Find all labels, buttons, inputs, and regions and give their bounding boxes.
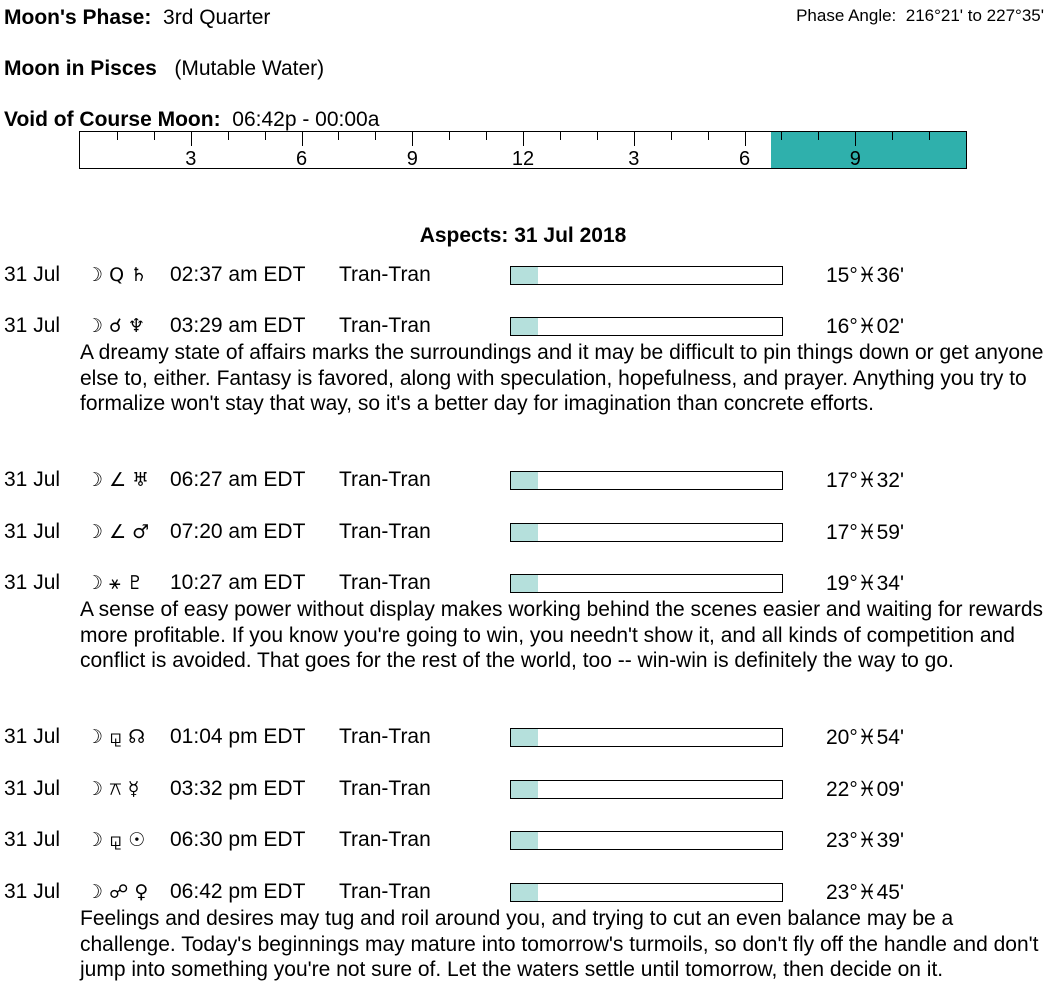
- timeline-tick: [265, 132, 266, 140]
- aspect-position: 20°♓54': [826, 726, 904, 749]
- moon-phase-label: Moon's Phase:: [4, 6, 152, 29]
- timeline-label: 12: [511, 148, 535, 170]
- phase-angle: [796, 6, 1044, 26]
- timeline-tick: [708, 132, 709, 140]
- timeline-tick: [781, 132, 782, 140]
- aspect-position: 15°♓36': [826, 264, 904, 287]
- aspect-strength-fill: [511, 318, 538, 335]
- aspect-symbols: ☽ ⚼ ☉: [86, 829, 146, 851]
- aspect-strength-fill: [511, 472, 538, 489]
- aspect-position: 16°♓02': [826, 315, 904, 338]
- aspect-row: [0, 263, 1052, 287]
- aspect-strength-fill: [511, 884, 538, 901]
- timeline-tick: [597, 132, 598, 140]
- aspect-date: 31 Jul: [4, 314, 61, 337]
- aspect-strength-bar: [510, 523, 783, 542]
- aspect-strength-fill: [511, 524, 538, 541]
- aspect-position: 19°♓34': [826, 572, 904, 595]
- aspect-position: 23°♓45': [826, 881, 904, 904]
- aspect-type: Tran-Tran: [339, 828, 431, 851]
- aspect-symbols: ☽ ⚹ ♇: [86, 572, 144, 594]
- aspect-strength-bar: [510, 883, 783, 902]
- aspect-position: 17°♓59': [826, 521, 904, 544]
- aspect-date: 31 Jul: [4, 571, 61, 594]
- timeline-tick: [154, 132, 155, 140]
- timeline-tick: [634, 132, 635, 146]
- aspect-symbols: ☽ ∠ ♂: [86, 521, 150, 543]
- aspect-symbols: ☽ ☍ ♀: [86, 881, 149, 903]
- aspect-symbols: ☽ ⚻ ☿: [86, 778, 140, 800]
- aspect-symbols: ☽ ⚼ ☊: [86, 726, 146, 748]
- aspect-row: [0, 571, 1052, 595]
- aspect-date: 31 Jul: [4, 468, 61, 491]
- aspect-time: 10:27 am EDT: [170, 571, 306, 594]
- phase-angle-value: 216°21' to 227°35': [905, 6, 1044, 25]
- void-of-course-value: 06:42p - 00:00a: [232, 108, 380, 131]
- aspect-type: Tran-Tran: [339, 571, 431, 594]
- timeline-label: 6: [295, 148, 308, 170]
- moon-sign-label: Moon in Pisces: [4, 57, 157, 80]
- aspect-time: 06:42 pm EDT: [170, 880, 306, 903]
- void-of-course-label: Void of Course Moon:: [4, 108, 221, 131]
- aspect-strength-fill: [511, 267, 538, 284]
- timeline-tick: [412, 132, 413, 146]
- moon-sign-value: (Mutable Water): [174, 57, 325, 80]
- timeline-tick: [855, 132, 856, 146]
- aspect-time: 01:04 pm EDT: [170, 725, 306, 748]
- aspect-type: Tran-Tran: [339, 468, 431, 491]
- aspect-strength-bar: [510, 574, 783, 593]
- aspect-type: Tran-Tran: [339, 880, 431, 903]
- aspect-type: Tran-Tran: [339, 263, 431, 286]
- aspect-time: 07:20 am EDT: [170, 520, 306, 543]
- timeline-tick: [671, 132, 672, 140]
- timeline-label: 9: [849, 148, 861, 170]
- aspect-description: A dreamy state of affairs marks the surroundings and it may be difficult to pin things down or get anyone else to, either. Fantasy is favored, along with speculation, hopefulness, and prayer. Anything you try to formalize won't stay that way, so it's a better day for imagination than concrete efforts.: [80, 341, 1044, 415]
- moon-sign: [4, 57, 324, 81]
- aspect-strength-fill: [511, 729, 538, 746]
- timeline-tick: [338, 132, 339, 140]
- aspect-symbols: ☽ ∠ ♅: [86, 469, 150, 491]
- aspect-time: 06:30 pm EDT: [170, 828, 306, 851]
- void-timeline: [79, 131, 967, 169]
- void-of-course: [4, 108, 379, 132]
- aspect-type: Tran-Tran: [339, 777, 431, 800]
- moon-phase-value: 3rd Quarter: [163, 6, 271, 29]
- timeline-tick: [560, 132, 561, 140]
- aspect-date: 31 Jul: [4, 828, 61, 851]
- aspect-strength-bar: [510, 471, 783, 490]
- aspect-strength-bar: [510, 780, 783, 799]
- aspect-strength-fill: [511, 575, 538, 592]
- timeline-tick: [929, 132, 930, 140]
- aspect-date: 31 Jul: [4, 725, 61, 748]
- aspect-strength-fill: [511, 781, 538, 798]
- timeline-tick: [892, 132, 893, 140]
- moon-phase: [4, 6, 270, 30]
- aspect-date: 31 Jul: [4, 777, 61, 800]
- aspect-strength-bar: [510, 728, 783, 747]
- aspect-type: Tran-Tran: [339, 725, 431, 748]
- aspect-time: 02:37 am EDT: [170, 263, 306, 286]
- timeline-tick: [523, 132, 524, 146]
- aspect-strength-bar: [510, 831, 783, 850]
- timeline-tick: [745, 132, 746, 146]
- aspect-time: 03:29 am EDT: [170, 314, 306, 337]
- aspect-description: A sense of easy power without display makes working behind the scenes easier and waiting for rewards more profitable. If you know you're going to win, you needn't show it, and all kinds of competition and conflict is avoided. That goes for the rest of the world, too -- win-win is definitely the way to go.: [80, 598, 1044, 672]
- aspect-description: Feelings and desires may tug and roil around you, and trying to cut an even balance may be a challenge. Today's beginnings may mature into tomorrow's turmoils, so don't fly off the handle and don't jump into something you're not sure of. Let the waters settle until tomorrow, then decide on it.: [80, 907, 1039, 981]
- timeline-tick: [375, 132, 376, 140]
- phase-angle-label: Phase Angle:: [796, 6, 897, 25]
- aspect-date: 31 Jul: [4, 520, 61, 543]
- aspect-type: Tran-Tran: [339, 314, 431, 337]
- aspect-position: 23°♓39': [826, 829, 904, 852]
- timeline-tick: [302, 132, 303, 146]
- aspect-row: [0, 520, 1052, 544]
- aspect-time: 03:32 pm EDT: [170, 777, 306, 800]
- timeline-tick: [486, 132, 487, 140]
- aspect-row: [0, 725, 1052, 749]
- aspect-position: 17°♓32': [826, 469, 904, 492]
- aspect-symbols: ☽ Q ♄: [86, 264, 148, 286]
- aspect-strength-fill: [511, 832, 538, 849]
- aspect-type: Tran-Tran: [339, 520, 431, 543]
- aspect-strength-bar: [510, 266, 783, 285]
- aspect-row: [0, 468, 1052, 492]
- aspect-row: [0, 777, 1052, 801]
- aspect-strength-bar: [510, 317, 783, 336]
- timeline-tick: [117, 132, 118, 140]
- timeline-tick: [228, 132, 229, 140]
- aspect-row: [0, 314, 1052, 338]
- aspect-date: 31 Jul: [4, 263, 61, 286]
- timeline-tick: [191, 132, 192, 146]
- void-period-bar: [771, 132, 966, 168]
- aspects-title: Aspects: 31 Jul 2018: [419, 224, 627, 247]
- timeline-label: 6: [738, 148, 751, 170]
- timeline-label: 9: [406, 148, 418, 170]
- aspect-time: 06:27 am EDT: [170, 468, 306, 491]
- aspect-row: [0, 880, 1052, 904]
- timeline-tick: [449, 132, 450, 140]
- timeline-tick: [818, 132, 819, 140]
- aspect-symbols: ☽ ☌ ♆: [86, 315, 145, 337]
- aspect-row: [0, 828, 1052, 852]
- timeline-label: 3: [628, 148, 640, 170]
- aspect-date: 31 Jul: [4, 880, 61, 903]
- aspect-position: 22°♓09': [826, 778, 904, 801]
- timeline-label: 3: [185, 148, 197, 170]
